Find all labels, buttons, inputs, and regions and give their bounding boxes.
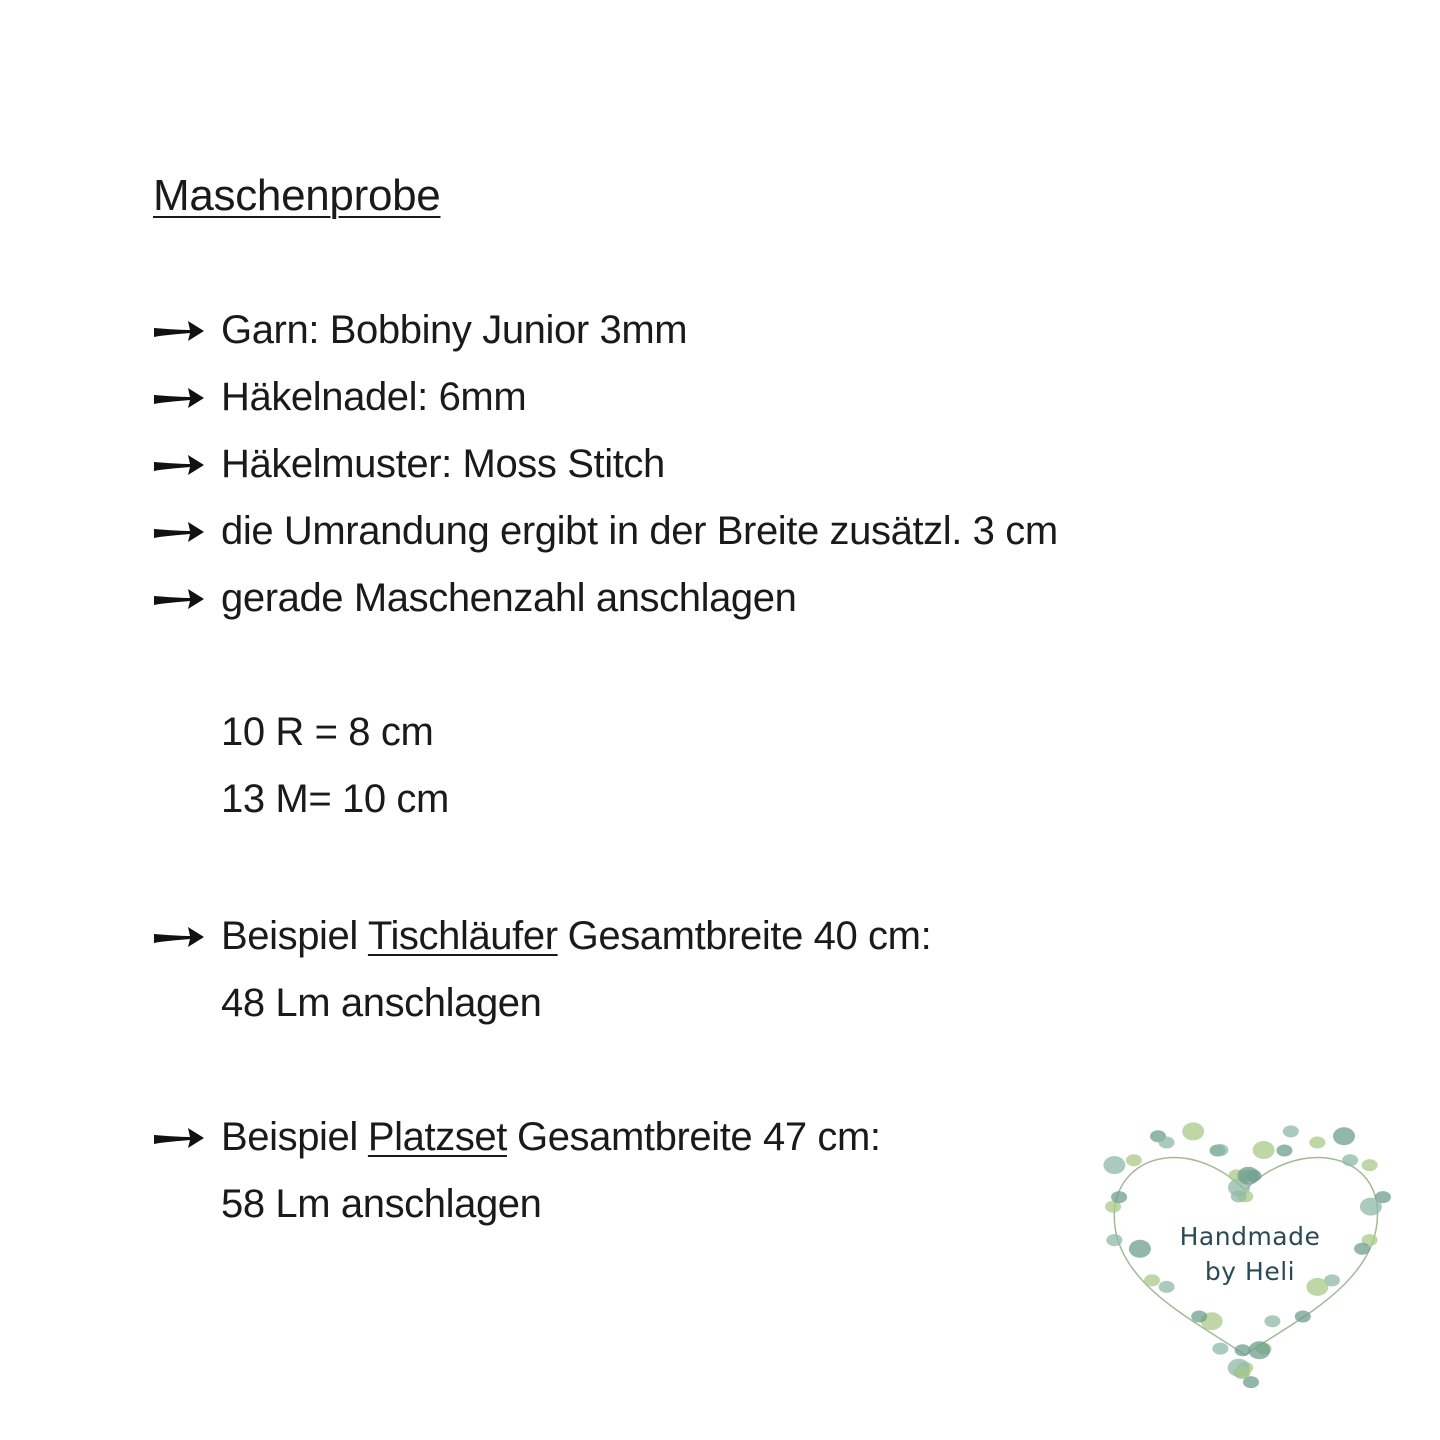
- leaf: [1234, 1367, 1250, 1379]
- right-arrow-icon: [152, 585, 206, 613]
- leaf: [1191, 1311, 1207, 1323]
- example-placemat: [221, 1111, 881, 1163]
- right-arrow-icon: [152, 518, 206, 546]
- bullet-pattern: Häkelmuster: Moss Stitch: [221, 442, 665, 486]
- right-arrow-icon: [152, 923, 206, 951]
- leaf: [1295, 1311, 1311, 1323]
- leaf: [1253, 1141, 1275, 1159]
- example-placemat-cast-on: 58 Lm anschlagen: [221, 1182, 542, 1226]
- bullet-cast-on: gerade Maschenzahl anschlagen: [221, 576, 797, 620]
- leaf: [1159, 1137, 1175, 1149]
- leaf: [1276, 1145, 1292, 1157]
- leaf: [1333, 1127, 1355, 1145]
- example-runner-prefix: Beispiel: [221, 914, 358, 958]
- leaf: [1126, 1154, 1142, 1166]
- logo-line1: Handmade: [1179, 1222, 1321, 1251]
- leaf: [1264, 1315, 1280, 1327]
- leaf: [1309, 1137, 1325, 1149]
- example-runner-suffix: Gesamtbreite 40 cm:: [567, 914, 932, 958]
- leaf: [1111, 1191, 1127, 1203]
- right-arrow-icon: [152, 1124, 206, 1152]
- leaf: [1360, 1198, 1382, 1216]
- leaf: [1212, 1343, 1228, 1355]
- leaf: [1248, 1341, 1270, 1359]
- right-arrow-icon: [152, 384, 206, 412]
- leaf: [1182, 1122, 1204, 1140]
- example-placemat-item: Platzset: [367, 1115, 507, 1159]
- leaf: [1237, 1167, 1259, 1185]
- bullet-border: die Umrandung ergibt in der Breite zusätzl. 3 cm: [221, 509, 1058, 553]
- right-arrow-icon: [152, 317, 206, 345]
- logo-line2: by Heli: [1204, 1257, 1296, 1286]
- example-runner: [221, 910, 931, 962]
- bullet-hook: Häkelnadel: 6mm: [221, 375, 527, 419]
- right-arrow-icon: [152, 451, 206, 479]
- leaf: [1103, 1156, 1125, 1174]
- page-title: Maschenprobe: [153, 171, 441, 220]
- example-placemat-suffix: Gesamtbreite 47 cm:: [516, 1115, 881, 1159]
- leaf: [1283, 1125, 1299, 1137]
- leaf: [1212, 1144, 1228, 1156]
- bullet-yarn: Garn: Bobbiny Junior 3mm: [221, 308, 688, 352]
- example-placemat-prefix: Beispiel: [221, 1115, 358, 1159]
- leaf: [1235, 1344, 1251, 1356]
- example-runner-cast-on: 48 Lm anschlagen: [221, 981, 542, 1025]
- example-runner-item: Tischläufer: [367, 914, 558, 958]
- gauge-rows: 10 R = 8 cm: [221, 710, 434, 754]
- leaf: [1362, 1159, 1378, 1171]
- leaf: [1342, 1154, 1358, 1166]
- gauge-stitches: 13 M= 10 cm: [221, 777, 449, 821]
- leaf: [1231, 1190, 1247, 1202]
